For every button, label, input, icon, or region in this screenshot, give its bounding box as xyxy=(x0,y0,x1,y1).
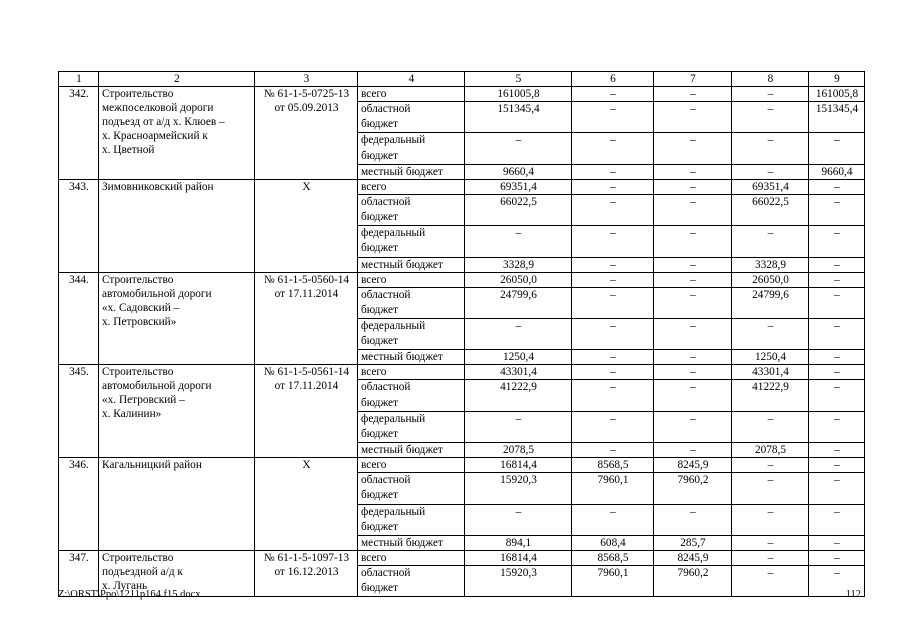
text-line: Строительство xyxy=(102,366,174,379)
text-line: бюджет xyxy=(361,428,398,441)
amount-cell: – xyxy=(654,411,732,442)
amount-cell: 7960,2 xyxy=(654,473,732,504)
amount-cell: 24799,6 xyxy=(732,287,809,318)
table-row xyxy=(59,365,865,380)
amount-cell: – xyxy=(572,411,654,442)
item-number: 346. xyxy=(59,458,99,551)
text-line: № 61-1-5-0725-13 xyxy=(263,88,350,100)
amount-cell: – xyxy=(572,350,654,365)
footer-file-path: Z:\ORST\Ppo\1211p164.f15.docx xyxy=(58,589,201,600)
funding-source xyxy=(358,179,465,194)
amount-cell: – xyxy=(654,319,732,350)
text-line: всего xyxy=(361,459,387,472)
funding-source xyxy=(358,504,465,535)
amount-cell: 15920,3 xyxy=(465,566,572,597)
text-line: местный бюджет xyxy=(361,444,443,457)
amount-cell: – xyxy=(809,458,865,473)
column-number: 9 xyxy=(809,72,865,87)
amount-cell: – xyxy=(572,164,654,179)
amount-cell: 66022,5 xyxy=(732,194,809,225)
text-line: областной xyxy=(361,567,411,580)
amount-cell: – xyxy=(654,257,732,272)
amount-cell: – xyxy=(732,102,809,133)
amount-cell: – xyxy=(572,272,654,287)
amount-cell: – xyxy=(809,226,865,257)
text-line: федеральный xyxy=(361,320,426,333)
text-line: х. Цветной xyxy=(102,144,155,156)
amount-cell: 1250,4 xyxy=(732,350,809,365)
table-row xyxy=(59,272,865,287)
funding-source xyxy=(358,133,465,164)
document-reference xyxy=(255,551,358,597)
object-name xyxy=(99,179,255,272)
amount-cell: 43301,4 xyxy=(465,365,572,380)
amount-cell: – xyxy=(732,473,809,504)
amount-cell: 26050,0 xyxy=(465,272,572,287)
amount-cell: 41222,9 xyxy=(465,380,572,411)
amount-cell: – xyxy=(654,380,732,411)
funding-source xyxy=(358,536,465,551)
text-line: бюджет xyxy=(361,582,398,595)
amount-cell: – xyxy=(572,226,654,257)
amount-cell: – xyxy=(572,194,654,225)
funding-source xyxy=(358,319,465,350)
amount-cell: – xyxy=(465,411,572,442)
text-line: «х. Садовский – xyxy=(102,301,180,314)
funding-source xyxy=(358,164,465,179)
document-reference xyxy=(255,365,358,458)
amount-cell: – xyxy=(732,164,809,179)
amount-cell: – xyxy=(572,133,654,164)
funding-source xyxy=(358,566,465,597)
text-line: местный бюджет xyxy=(361,165,443,178)
amount-cell: – xyxy=(732,536,809,551)
text-line: областной xyxy=(361,103,411,115)
amount-cell: 7960,1 xyxy=(572,473,654,504)
amount-cell: 8245,9 xyxy=(654,458,732,473)
object-name xyxy=(99,365,255,458)
amount-cell: 15920,3 xyxy=(465,473,572,504)
amount-cell: – xyxy=(654,350,732,365)
amount-cell: 69351,4 xyxy=(465,179,572,194)
header-row xyxy=(59,72,865,87)
amount-cell: – xyxy=(732,504,809,535)
budget-table xyxy=(58,71,865,597)
text-line: х. Лугань xyxy=(102,580,148,593)
column-number: 6 xyxy=(572,72,654,87)
text-line: областной xyxy=(361,474,411,487)
amount-cell: – xyxy=(654,504,732,535)
text-line: местный бюджет xyxy=(361,537,443,550)
text-line: бюджет xyxy=(361,303,398,316)
funding-source xyxy=(358,226,465,257)
amount-cell: – xyxy=(572,319,654,350)
amount-cell: 9660,4 xyxy=(465,164,572,179)
text-line: № 61-1-5-0560-14 xyxy=(263,273,350,286)
document-reference xyxy=(255,179,358,272)
text-line: х. Петровский» xyxy=(102,315,177,328)
footer-page-number: 112 xyxy=(845,589,861,600)
amount-cell: – xyxy=(654,272,732,287)
amount-cell: 26050,0 xyxy=(732,272,809,287)
amount-cell: – xyxy=(809,257,865,272)
table-body xyxy=(59,72,865,597)
text-line: Кагальницкий район xyxy=(102,459,202,472)
text-line: Строительство xyxy=(102,88,174,100)
text-line: Строительство xyxy=(102,552,174,565)
amount-cell: – xyxy=(732,458,809,473)
object-name xyxy=(99,458,255,551)
text-line: х. Калинин» xyxy=(102,408,162,421)
amount-cell: – xyxy=(465,226,572,257)
funding-source xyxy=(358,194,465,225)
text-line: федеральный xyxy=(361,227,426,240)
text-line: федеральный xyxy=(361,134,426,147)
amount-cell: – xyxy=(654,194,732,225)
amount-cell: – xyxy=(572,87,654,102)
amount-cell: – xyxy=(809,133,865,164)
table-row xyxy=(59,87,865,102)
text-line: всего xyxy=(361,552,387,565)
text-line: бюджет xyxy=(361,396,398,409)
column-number: 4 xyxy=(358,72,465,87)
document-reference xyxy=(255,87,358,180)
amount-cell: – xyxy=(654,443,732,458)
text-line: автомобильной дороги xyxy=(102,380,212,393)
text-line: подъезд от а/д х. Клюев – xyxy=(102,116,225,128)
object-name xyxy=(99,272,255,365)
amount-cell: – xyxy=(809,551,865,566)
text-line: «х. Петровский – xyxy=(102,394,185,407)
item-number: 344. xyxy=(59,272,99,365)
amount-cell: – xyxy=(654,287,732,318)
amount-cell: – xyxy=(732,133,809,164)
column-number: 5 xyxy=(465,72,572,87)
amount-cell: 9660,4 xyxy=(809,164,865,179)
text-line: бюджет xyxy=(361,335,398,348)
text-line: местный бюджет xyxy=(361,258,443,271)
text-line: Х xyxy=(302,180,311,193)
amount-cell: 7960,2 xyxy=(654,566,732,597)
amount-cell: – xyxy=(809,566,865,597)
text-line: всего xyxy=(361,88,387,100)
amount-cell: 1250,4 xyxy=(465,350,572,365)
table-row xyxy=(59,458,865,473)
text-line: всего xyxy=(361,180,387,193)
amount-cell: – xyxy=(732,551,809,566)
funding-source xyxy=(358,458,465,473)
funding-source xyxy=(358,443,465,458)
text-line: от 05.09.2013 xyxy=(274,102,339,114)
amount-cell: – xyxy=(465,133,572,164)
text-line: бюджет xyxy=(361,242,398,255)
amount-cell: 24799,6 xyxy=(465,287,572,318)
amount-cell: – xyxy=(465,319,572,350)
amount-cell: 8568,5 xyxy=(572,458,654,473)
amount-cell: 2078,5 xyxy=(465,443,572,458)
text-line: межпоселковой дороги xyxy=(102,102,214,114)
text-line: Зимовниковский район xyxy=(102,180,214,193)
column-number: 1 xyxy=(59,72,99,87)
text-line: от 16.12.2013 xyxy=(274,566,339,579)
amount-cell: 69351,4 xyxy=(732,179,809,194)
amount-cell: – xyxy=(465,504,572,535)
text-line: областной xyxy=(361,381,411,394)
amount-cell: – xyxy=(809,365,865,380)
amount-cell: – xyxy=(809,319,865,350)
amount-cell: – xyxy=(732,411,809,442)
amount-cell: – xyxy=(809,287,865,318)
amount-cell: – xyxy=(572,443,654,458)
amount-cell: 7960,1 xyxy=(572,566,654,597)
document-reference xyxy=(255,272,358,365)
document-reference xyxy=(255,458,358,551)
text-line: областной xyxy=(361,195,411,208)
text-line: подъездной а/д к xyxy=(102,566,183,579)
item-number: 342. xyxy=(59,87,99,180)
amount-cell: 3328,9 xyxy=(732,257,809,272)
text-line: х. Красноармейский к xyxy=(102,130,208,142)
amount-cell: – xyxy=(654,133,732,164)
amount-cell: 3328,9 xyxy=(465,257,572,272)
text-line: всего xyxy=(361,273,387,286)
text-line: автомобильной дороги xyxy=(102,287,212,300)
amount-cell: – xyxy=(809,380,865,411)
funding-source xyxy=(358,272,465,287)
amount-cell: – xyxy=(809,536,865,551)
amount-cell: – xyxy=(809,179,865,194)
funding-source xyxy=(358,380,465,411)
text-line: бюджет xyxy=(361,149,398,162)
amount-cell: – xyxy=(809,504,865,535)
table-row xyxy=(59,179,865,194)
text-line: федеральный xyxy=(361,505,426,518)
text-line: местный бюджет xyxy=(361,351,443,364)
text-line: № 61-1-5-1097-13 xyxy=(263,552,350,565)
amount-cell: 43301,4 xyxy=(732,365,809,380)
amount-cell: – xyxy=(809,473,865,504)
amount-cell: – xyxy=(809,443,865,458)
funding-source xyxy=(358,257,465,272)
amount-cell: 2078,5 xyxy=(732,443,809,458)
table-row xyxy=(59,551,865,566)
text-line: областной xyxy=(361,288,411,301)
column-number: 8 xyxy=(732,72,809,87)
funding-source xyxy=(358,473,465,504)
text-line: от 17.11.2014 xyxy=(274,287,339,300)
funding-source xyxy=(358,411,465,442)
amount-cell: 16814,4 xyxy=(465,551,572,566)
amount-cell: – xyxy=(809,272,865,287)
amount-cell: – xyxy=(732,226,809,257)
text-line: бюджет xyxy=(361,118,398,131)
text-line: бюджет xyxy=(361,489,398,502)
amount-cell: – xyxy=(654,226,732,257)
amount-cell: – xyxy=(572,179,654,194)
amount-cell: – xyxy=(654,102,732,133)
object-name xyxy=(99,87,255,180)
text-line: Х xyxy=(302,459,311,472)
item-number: 347. xyxy=(59,551,99,597)
text-line: бюджет xyxy=(361,211,398,224)
amount-cell: 41222,9 xyxy=(732,380,809,411)
amount-cell: 894,1 xyxy=(465,536,572,551)
text-line: № 61-1-5-0561-14 xyxy=(263,366,350,379)
funding-source xyxy=(358,102,465,133)
amount-cell: – xyxy=(572,365,654,380)
amount-cell: – xyxy=(809,194,865,225)
amount-cell: – xyxy=(809,350,865,365)
amount-cell: – xyxy=(572,504,654,535)
amount-cell: – xyxy=(732,319,809,350)
item-number: 345. xyxy=(59,365,99,458)
amount-cell: – xyxy=(654,164,732,179)
amount-cell: – xyxy=(572,380,654,411)
amount-cell: – xyxy=(654,179,732,194)
amount-cell: 161005,8 xyxy=(809,87,865,102)
funding-source xyxy=(358,551,465,566)
text-line: Строительство xyxy=(102,273,174,286)
amount-cell: – xyxy=(809,411,865,442)
amount-cell: – xyxy=(572,102,654,133)
text-line: от 17.11.2014 xyxy=(274,380,339,393)
amount-cell: 151345,4 xyxy=(465,102,572,133)
column-number: 3 xyxy=(255,72,358,87)
amount-cell: – xyxy=(654,365,732,380)
funding-source xyxy=(358,365,465,380)
amount-cell: 285,7 xyxy=(654,536,732,551)
funding-source xyxy=(358,287,465,318)
amount-cell: – xyxy=(732,87,809,102)
amount-cell: – xyxy=(572,287,654,318)
amount-cell: 8245,9 xyxy=(654,551,732,566)
amount-cell: 66022,5 xyxy=(465,194,572,225)
amount-cell: 161005,8 xyxy=(465,87,572,102)
amount-cell: 151345,4 xyxy=(809,102,865,133)
text-line: бюджет xyxy=(361,520,398,533)
amount-cell: 608,4 xyxy=(572,536,654,551)
funding-source xyxy=(358,350,465,365)
amount-cell: – xyxy=(654,87,732,102)
amount-cell: 8568,5 xyxy=(572,551,654,566)
item-number: 343. xyxy=(59,179,99,272)
amount-cell: 16814,4 xyxy=(465,458,572,473)
text-line: федеральный xyxy=(361,412,426,425)
text-line: всего xyxy=(361,366,387,379)
funding-source xyxy=(358,87,465,102)
column-number: 2 xyxy=(99,72,255,87)
amount-cell: – xyxy=(732,566,809,597)
amount-cell: – xyxy=(572,257,654,272)
column-number: 7 xyxy=(654,72,732,87)
